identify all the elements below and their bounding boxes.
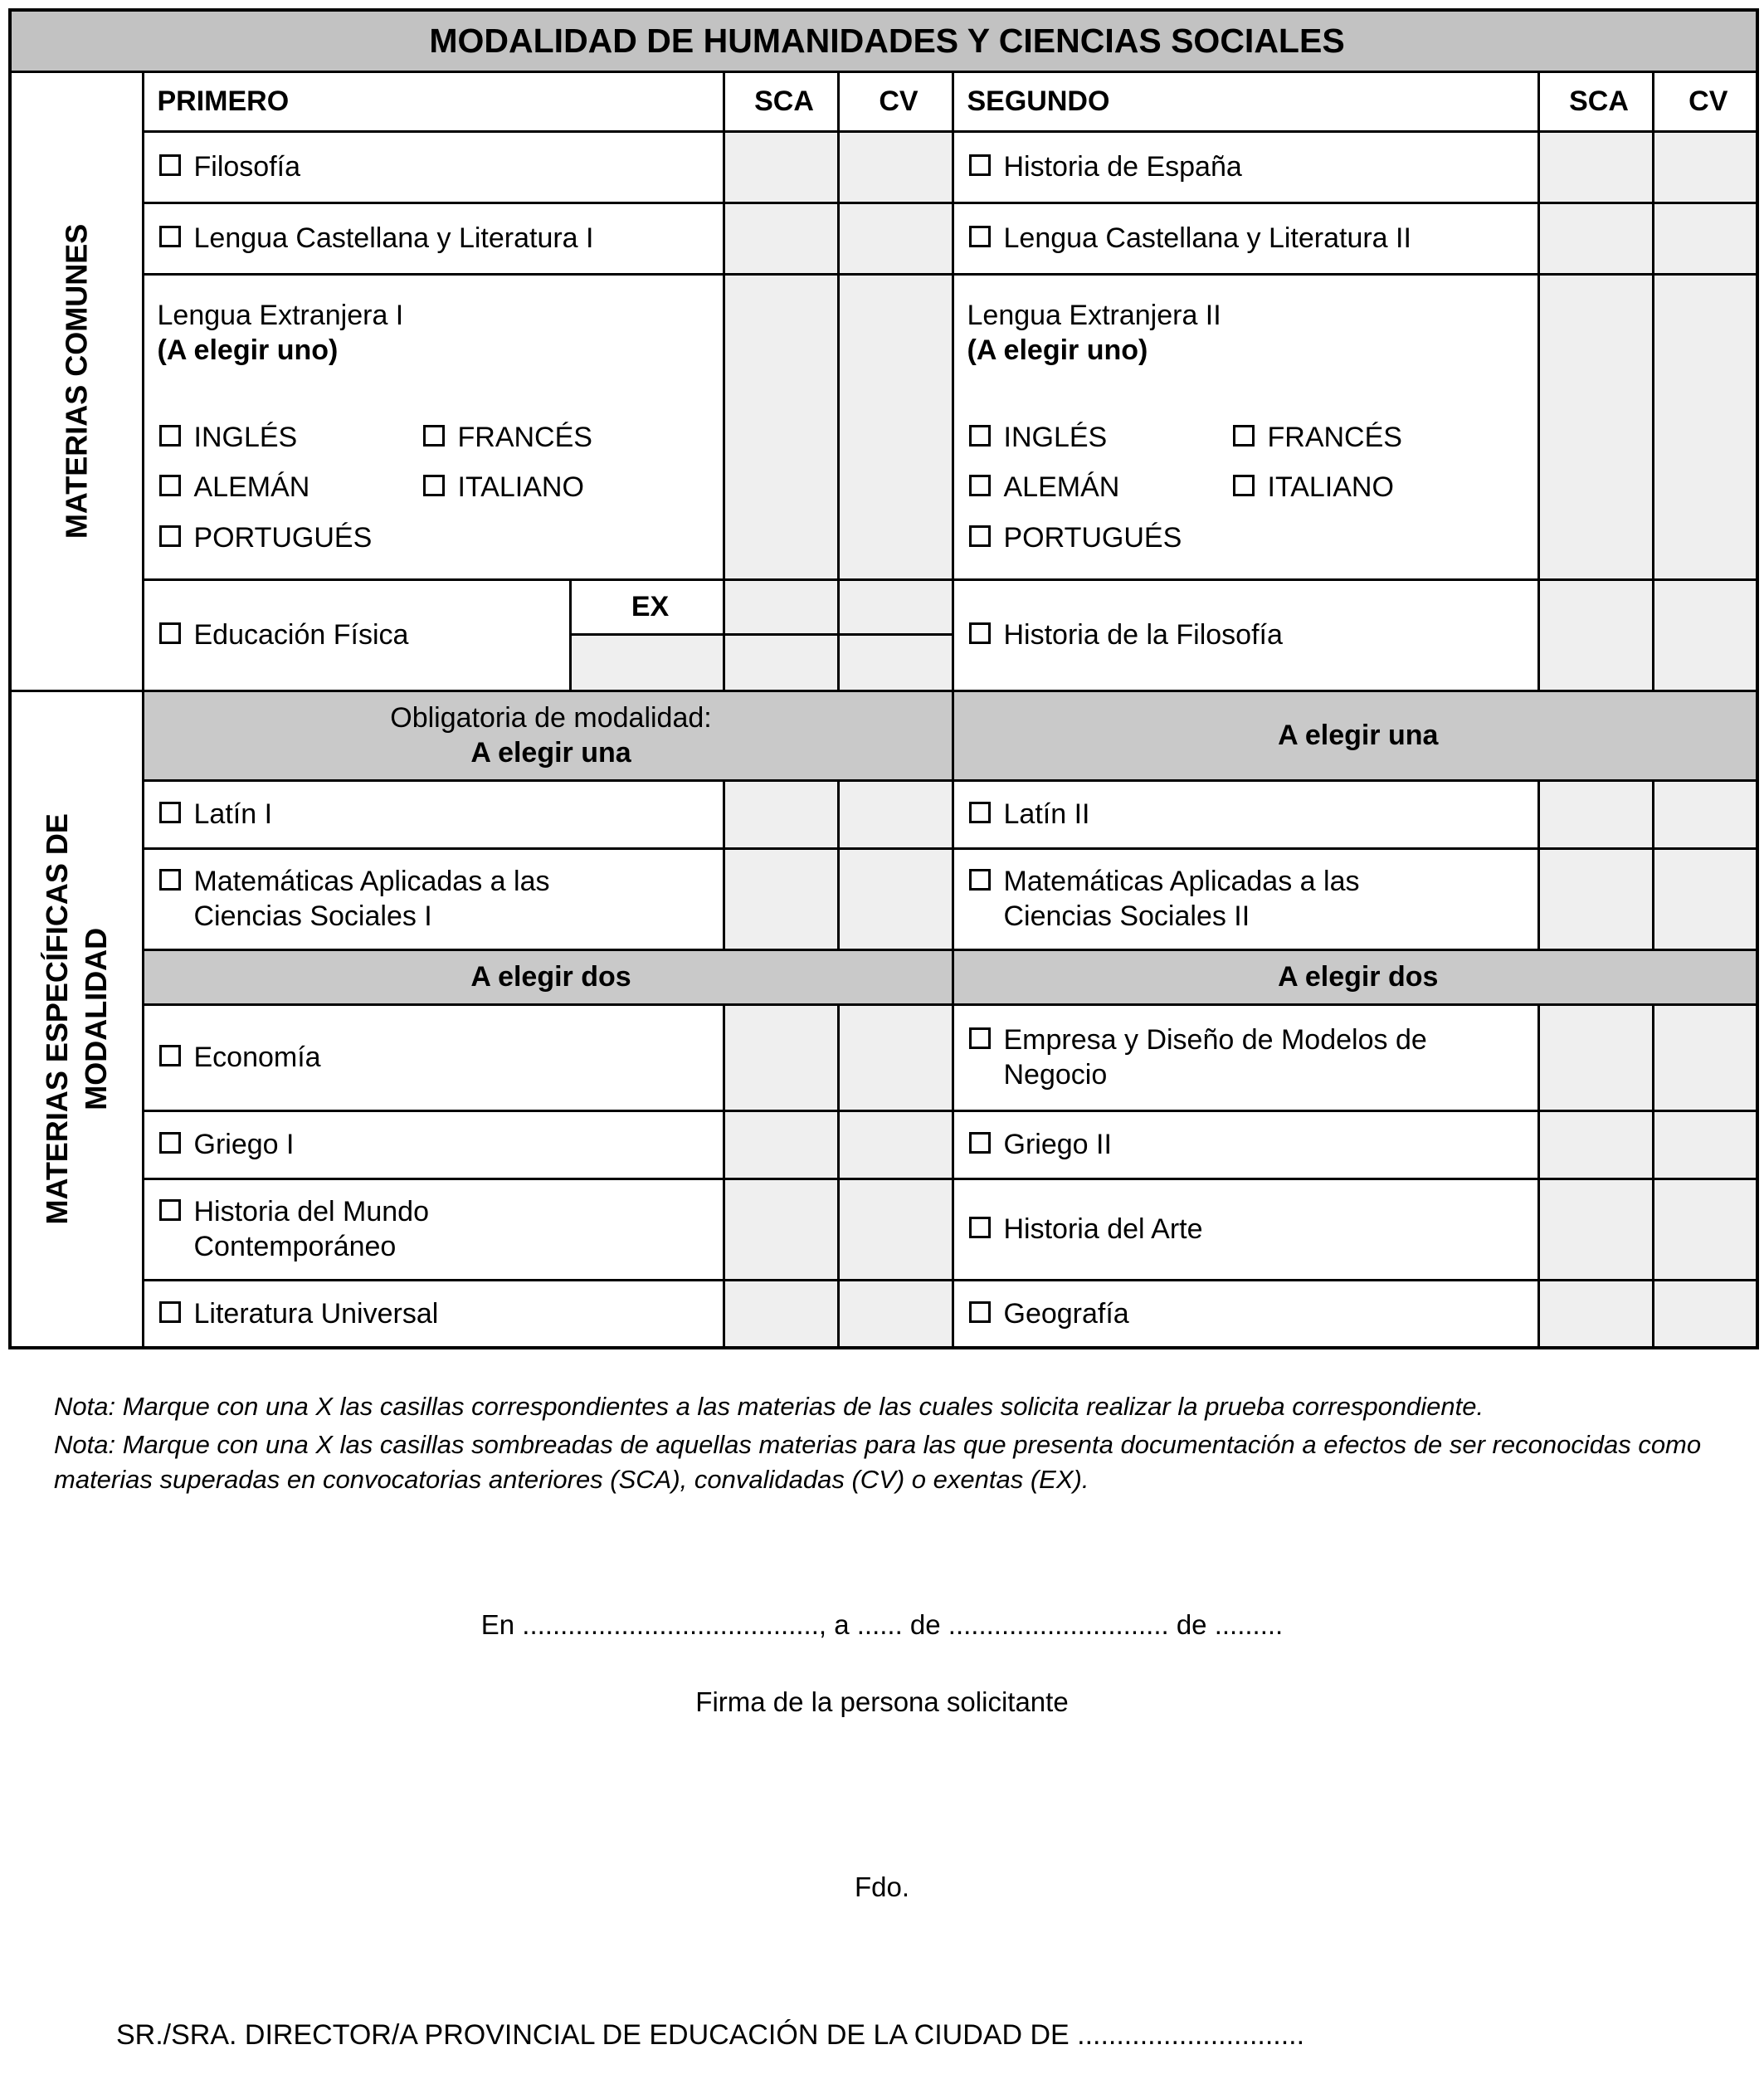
subject-cell-matematicas-2 <box>953 848 1538 949</box>
subject-label: Griego I <box>193 1128 295 1160</box>
checkbox-icon[interactable] <box>159 1132 181 1154</box>
signature-caption: Firma de la persona solicitante <box>695 1686 1069 1717</box>
director-line: SR./SRA. DIRECTOR/A PROVINCIAL DE EDUCACIÓN DE LA CIUDAD DE ............................. <box>116 2018 1305 2051</box>
sca-cell[interactable] <box>1538 848 1653 949</box>
subject-cell-lengua-castellana-1 <box>143 203 724 274</box>
sca-cell[interactable] <box>1538 1179 1653 1280</box>
subject-label: Empresa y Diseño de Modelos de Negocio <box>1003 1023 1427 1091</box>
language-option-label: ITALIANO <box>1267 471 1394 504</box>
subject-cell-literatura <box>143 1280 724 1348</box>
checkbox-icon[interactable] <box>159 226 181 247</box>
sca-cell[interactable] <box>724 1004 838 1110</box>
form-title: MODALIDAD DE HUMANIDADES Y CIENCIAS SOCIALES <box>10 10 1757 71</box>
subject-label: Matemáticas Aplicadas a las Ciencias Sociales II <box>1003 865 1360 932</box>
language-option-label: PORTUGUÉS <box>1003 521 1182 554</box>
sca-cell[interactable] <box>1538 131 1653 203</box>
cv-cell[interactable] <box>1653 1280 1757 1348</box>
cv-cell[interactable] <box>1653 274 1757 579</box>
checkbox-icon[interactable] <box>1233 425 1255 447</box>
subject-cell-latin-2 <box>953 780 1538 848</box>
notes-block <box>54 1389 1710 1497</box>
subject-cell-lengua-extranjera-2 <box>953 274 1538 579</box>
checkbox-icon[interactable] <box>159 1045 181 1066</box>
subject-label: Filosofía <box>193 150 300 183</box>
subject-cell-griego-2 <box>953 1110 1538 1179</box>
cv-cell[interactable] <box>838 274 953 579</box>
language-option-label: FRANCÉS <box>457 421 592 453</box>
sca-cell[interactable] <box>724 131 838 203</box>
choose-one-caption: (A elegir uno) <box>157 334 339 367</box>
checkbox-icon[interactable] <box>969 475 991 496</box>
cv-cell[interactable] <box>838 780 953 848</box>
subheader-a-elegir-dos-left: A elegir dos <box>143 949 953 1004</box>
obligatoria-caption: Obligatoria de modalidad: <box>390 701 712 734</box>
cv-cell[interactable] <box>838 203 953 274</box>
subject-cell-lengua-extranjera-1 <box>143 274 724 579</box>
subject-cell-educacion-fisica <box>143 579 570 691</box>
checkbox-icon[interactable] <box>969 226 991 247</box>
subject-label: Latín II <box>1003 798 1090 830</box>
checkbox-icon[interactable] <box>159 475 181 496</box>
choose-one-caption: A elegir una <box>470 737 631 769</box>
date-line: En ......................................., a ...... de ............................. de ......... <box>480 1608 1284 1640</box>
cv-cell[interactable] <box>838 1110 953 1179</box>
checkbox-icon[interactable] <box>159 525 181 547</box>
checkbox-icon[interactable] <box>423 475 445 496</box>
sca-cell[interactable] <box>1538 1110 1653 1179</box>
checkbox-icon[interactable] <box>969 525 991 547</box>
sca-cell[interactable] <box>724 1280 838 1348</box>
subject-cell-lengua-castellana-2 <box>953 203 1538 274</box>
subject-label: Geografía <box>1003 1297 1129 1330</box>
subject-label: Literatura Universal <box>193 1297 439 1330</box>
sca-cell[interactable] <box>724 848 838 949</box>
subject-cell-historia-arte <box>953 1179 1538 1280</box>
checkbox-icon[interactable] <box>969 1301 991 1323</box>
cv-cell[interactable] <box>1653 1179 1757 1280</box>
sca-cell[interactable] <box>724 274 838 579</box>
cv-cell[interactable] <box>1653 203 1757 274</box>
language-option-label: INGLÉS <box>193 421 298 453</box>
cv-cell[interactable] <box>1653 579 1757 691</box>
sca-cell[interactable] <box>724 780 838 848</box>
note-1: Nota: Marque con una X las casillas correspondientes a las materias de las cuales solicita realizar la prueba correspondiente. <box>54 1392 1484 1421</box>
sca-cell[interactable] <box>1538 780 1653 848</box>
ex-column-header: EX <box>570 579 724 634</box>
checkbox-icon[interactable] <box>969 425 991 447</box>
checkbox-icon[interactable] <box>969 1027 991 1049</box>
language-option-label: INGLÉS <box>1003 421 1108 453</box>
language-option-label: ITALIANO <box>457 471 584 504</box>
sca-cell[interactable] <box>724 634 838 691</box>
subject-cell-empresa <box>953 1004 1538 1110</box>
cv-cell[interactable] <box>838 131 953 203</box>
subject-cell-geografia <box>953 1280 1538 1348</box>
cv-cell[interactable] <box>838 579 953 634</box>
subject-cell-economia <box>143 1004 724 1110</box>
subject-label: Historia del Mundo Contemporáneo <box>193 1195 429 1262</box>
subject-cell-latin-1 <box>143 780 724 848</box>
checkbox-icon[interactable] <box>159 425 181 447</box>
column-header-sca-2: SCA <box>1538 71 1653 131</box>
cv-cell[interactable] <box>838 848 953 949</box>
materias-especificas-label-line2: MODALIDAD <box>78 927 113 1110</box>
ex-cell[interactable] <box>570 634 724 691</box>
fdo-label: Fdo. <box>854 1871 910 1902</box>
subheader-a-elegir-dos-right: A elegir dos <box>953 949 1757 1004</box>
language-option-label: PORTUGUÉS <box>193 521 373 554</box>
sca-cell[interactable] <box>724 1179 838 1280</box>
cv-cell[interactable] <box>838 1004 953 1110</box>
cv-cell[interactable] <box>1653 1110 1757 1179</box>
column-header-cv-1: CV <box>838 71 953 131</box>
subject-label: Matemáticas Aplicadas a las Ciencias Sociales I <box>193 865 550 932</box>
cv-cell[interactable] <box>1653 780 1757 848</box>
checkbox-icon[interactable] <box>969 1132 991 1154</box>
cv-cell[interactable] <box>838 634 953 691</box>
column-header-cv-2: CV <box>1653 71 1757 131</box>
section-label-materias-especificas <box>10 691 143 1348</box>
checkbox-icon[interactable] <box>159 802 181 823</box>
subject-cell-filosofia <box>143 131 724 203</box>
checkbox-icon[interactable] <box>159 869 181 891</box>
sca-cell[interactable] <box>724 203 838 274</box>
cv-cell[interactable] <box>838 1280 953 1348</box>
language-option-label: FRANCÉS <box>1267 421 1402 453</box>
subject-label: Educación Física <box>193 618 409 651</box>
subject-cell-griego-1 <box>143 1110 724 1179</box>
sca-cell[interactable] <box>1538 579 1653 691</box>
note-2: Nota: Marque con una X las casillas sombreadas de aquellas materias para las que presenta documentación a efectos de ser reconocidas como materias superadas en convocatorias anteriores (SCA), convalidadas (CV) o exentas (EX). <box>54 1429 1702 1494</box>
checkbox-icon[interactable] <box>423 425 445 447</box>
subject-label: Latín I <box>193 798 273 830</box>
checkbox-icon[interactable] <box>969 802 991 823</box>
cv-cell[interactable] <box>1653 131 1757 203</box>
subject-label: Economía <box>193 1041 321 1073</box>
column-header-primero: PRIMERO <box>143 71 724 131</box>
subject-label: Historia de la Filosofía <box>1003 618 1283 651</box>
subject-label: Lengua Castellana y Literatura I <box>193 222 594 254</box>
choose-one-caption: (A elegir uno) <box>967 334 1148 367</box>
checkbox-icon[interactable] <box>159 622 181 644</box>
sca-cell[interactable] <box>1538 203 1653 274</box>
sca-cell[interactable] <box>1538 274 1653 579</box>
column-header-segundo: SEGUNDO <box>953 71 1538 131</box>
sca-cell[interactable] <box>1538 1004 1653 1110</box>
cv-cell[interactable] <box>1653 1004 1757 1110</box>
checkbox-icon[interactable] <box>159 1301 181 1323</box>
subject-label: Lengua Castellana y Literatura II <box>1003 222 1411 254</box>
modalidad-form-table <box>8 8 1759 1349</box>
lengua-extranjera-2-title: Lengua Extranjera II <box>967 299 1221 331</box>
checkbox-icon[interactable] <box>159 1199 181 1221</box>
checkbox-icon[interactable] <box>969 622 991 644</box>
sca-cell[interactable] <box>724 579 838 634</box>
column-header-sca-1: SCA <box>724 71 838 131</box>
checkbox-icon[interactable] <box>969 154 991 176</box>
subject-cell-historia-filosofia <box>953 579 1538 691</box>
checkbox-icon[interactable] <box>159 154 181 176</box>
cv-cell[interactable] <box>838 1179 953 1280</box>
sca-cell[interactable] <box>1538 1280 1653 1348</box>
subject-label: Historia de España <box>1003 150 1242 183</box>
cv-cell[interactable] <box>1653 848 1757 949</box>
checkbox-icon[interactable] <box>1233 475 1255 496</box>
subject-cell-historia-mundo <box>143 1179 724 1280</box>
subject-label: Historia del Arte <box>1003 1213 1203 1245</box>
subject-cell-matematicas-1 <box>143 848 724 949</box>
language-option-label: ALEMÁN <box>1003 471 1120 504</box>
materias-comunes-label: MATERIAS COMUNES <box>58 223 93 539</box>
lengua-extranjera-1-title: Lengua Extranjera I <box>157 299 404 331</box>
section-label-materias-comunes <box>10 71 143 691</box>
language-option-label: ALEMÁN <box>193 471 310 504</box>
subheader-obligatoria-modalidad <box>143 691 953 780</box>
materias-especificas-label-line1: MATERIAS ESPECÍFICAS DE <box>39 813 74 1225</box>
subject-cell-historia-espana <box>953 131 1538 203</box>
checkbox-icon[interactable] <box>969 1217 991 1238</box>
subject-label: Griego II <box>1003 1128 1112 1160</box>
subheader-a-elegir-una: A elegir una <box>953 691 1757 780</box>
sca-cell[interactable] <box>724 1110 838 1179</box>
checkbox-icon[interactable] <box>969 869 991 891</box>
